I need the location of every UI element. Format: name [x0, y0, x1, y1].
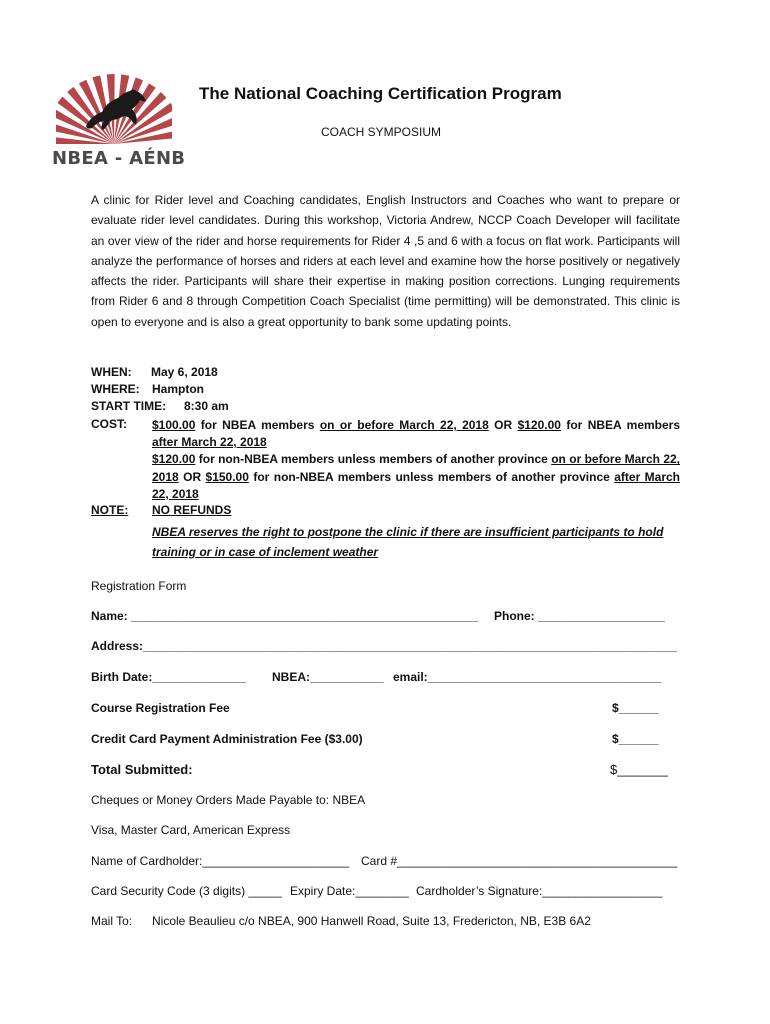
- phone-field[interactable]: Phone: ___________________: [494, 609, 665, 623]
- when-row: [91, 364, 681, 381]
- cc-fee-label: Credit Card Payment Administration Fee ($3.00): [91, 732, 363, 746]
- cost-nonmember-late: $150.00: [205, 469, 249, 484]
- signature-field[interactable]: Cardholder’s Signature:__________________: [416, 884, 663, 898]
- card-number-field[interactable]: Card #__________________________________________: [361, 854, 678, 868]
- page-subtitle: COACH SYMPOSIUM: [321, 125, 442, 139]
- cost-deadline: on or before March 22, 2018: [152, 452, 680, 484]
- payable-note: Cheques or Money Orders Made Payable to: NBEA: [91, 793, 366, 807]
- name-field[interactable]: Name: ____________________________________________________: [91, 609, 479, 623]
- cost-deadline: after March 22, 2018: [152, 435, 267, 450]
- cost-text: for NBEA members: [195, 418, 320, 432]
- birth-date-field[interactable]: Birth Date:______________: [91, 670, 246, 684]
- cost-text: OR: [488, 418, 518, 432]
- total-label: Total Submitted:: [91, 762, 193, 777]
- intro-paragraph: A clinic for Rider level and Coaching candidates, English Instructors and Coaches who want to prepare or evaluate rider level candidates. During this workshop, Victoria Andrew, NCCP Coach Developer will facilitate an over view of the rider and horse requirements for Rider 4 ,5 and 6 with a focus on flat work. Participants will analyze the performance of horses and riders at each level and examine how the horse positively or negatively affects the rider. Participants will share their expertise in making position corrections. Lunging requirements from Rider 6 and 8 through Competition Coach Specialist (time permitting) will be demonstrated. This clinic is open to everyone and is also a great opportunity to bank some updating points.: [91, 193, 680, 329]
- note-label: NOTE:: [91, 503, 129, 517]
- email-field[interactable]: email:___________________________________: [393, 670, 662, 684]
- nbea-logo: [52, 74, 186, 174]
- cost-text: for non-NBEA members unless members of another province: [248, 469, 615, 484]
- cost-deadline: on or before March 22, 2018: [319, 418, 489, 432]
- mail-to-label: Mail To:: [91, 914, 133, 928]
- address-field[interactable]: Address:________________________________________________________________________________: [91, 639, 677, 653]
- cost-label: COST:: [91, 417, 127, 431]
- cost-text: for NBEA members: [560, 418, 681, 432]
- security-code-field[interactable]: Card Security Code (3 digits) _____: [91, 884, 282, 898]
- where-label: WHERE:: [91, 382, 140, 396]
- where-row: [91, 381, 681, 398]
- nbea-number-field[interactable]: NBEA:___________: [272, 670, 384, 684]
- event-details: [91, 364, 681, 415]
- horse-emblem-icon: [56, 74, 172, 148]
- cost-details: [152, 417, 680, 503]
- cost-deadline: after March 22, 2018: [152, 469, 680, 501]
- course-fee-field[interactable]: $______: [612, 701, 659, 715]
- logo-text: NBEA - AÉNB: [52, 148, 186, 169]
- cc-fee-field[interactable]: $______: [612, 732, 659, 746]
- when-value: May 6, 2018: [151, 365, 218, 379]
- course-fee-label: Course Registration Fee: [91, 701, 230, 715]
- cost-member-late: $120.00: [517, 418, 561, 432]
- accepted-cards: Visa, Master Card, American Express: [91, 823, 291, 837]
- registration-heading: Registration Form: [91, 579, 187, 593]
- no-refunds-note: NO REFUNDS: [152, 503, 232, 517]
- when-label: WHEN:: [91, 365, 132, 379]
- cost-member-early: $100.00: [152, 418, 196, 432]
- start-time-row: [91, 398, 681, 415]
- cardholder-name-field[interactable]: Name of Cardholder:______________________: [91, 854, 350, 868]
- expiry-date-field[interactable]: Expiry Date:________: [290, 884, 409, 898]
- cost-text: for non-NBEA members unless members of another province: [195, 452, 552, 467]
- cost-text: OR: [178, 469, 206, 484]
- page-title: The National Coaching Certification Program: [199, 84, 562, 103]
- mail-address: Nicole Beaulieu c/o NBEA, 900 Hanwell Road, Suite 13, Fredericton, NB, E3B 6A2: [152, 914, 591, 928]
- total-field[interactable]: $_______: [610, 762, 668, 777]
- where-value: Hampton: [152, 382, 204, 396]
- postpone-note: NBEA reserves the right to postpone the clinic if there are insufficient participants to hold training or in case of inclement weather: [152, 525, 664, 559]
- start-time-value: 8:30 am: [184, 399, 229, 413]
- start-time-label: START TIME:: [91, 399, 167, 413]
- cost-nonmember-early: $120.00: [152, 452, 196, 467]
